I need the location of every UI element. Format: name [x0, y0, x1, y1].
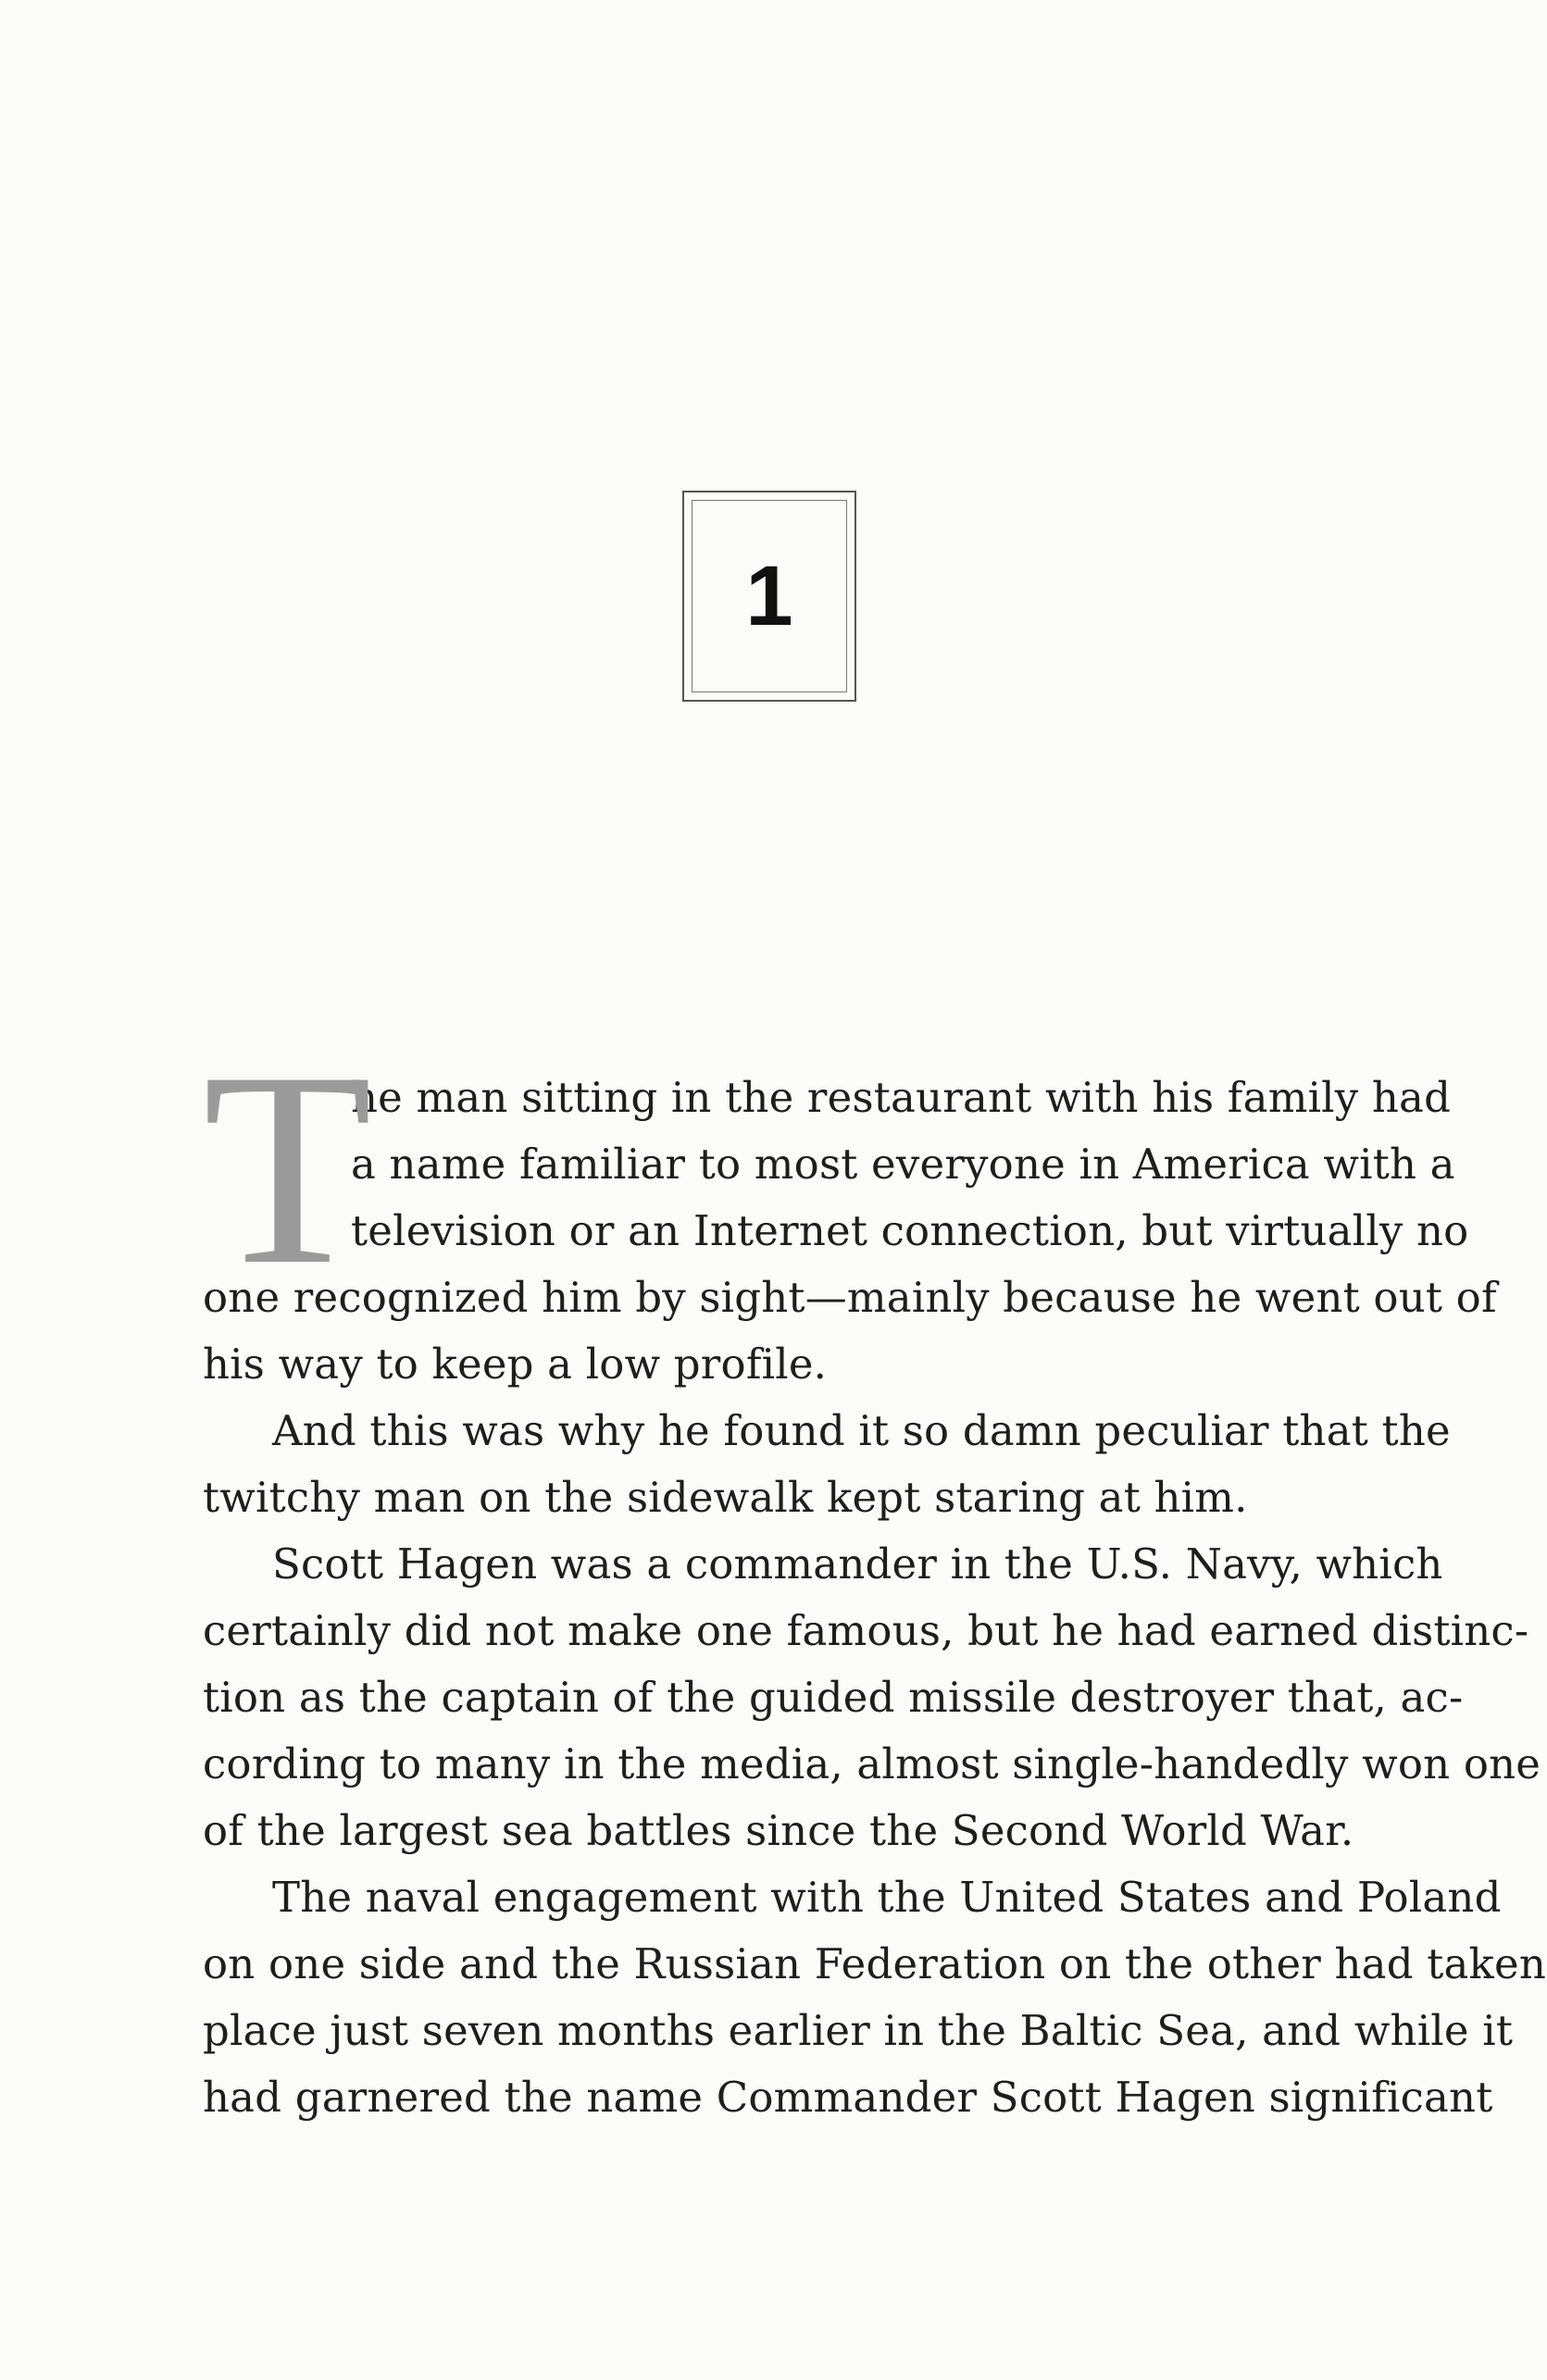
- text-line: cording to many in the media, almost single-handedly won one: [203, 1739, 1541, 1788]
- text-line: tion as the captain of the guided missile destroyer that, ac-: [203, 1673, 1464, 1722]
- text-line: place just seven months earlier in the Baltic Sea, and while it: [203, 2006, 1514, 2055]
- text-line: The naval engagement with the United States and Poland: [272, 1873, 1502, 1922]
- chapter-number-inner-frame: [692, 500, 847, 692]
- paragraph-4: [203, 1864, 1547, 2131]
- drop-cap-letter: T: [203, 1015, 373, 1322]
- text-line: certainly did not make one famous, but he had earned distinc-: [203, 1606, 1529, 1655]
- text-line: And this was why he found it so damn peculiar that the: [272, 1406, 1451, 1455]
- text-line: a name familiar to most everyone in America with a: [351, 1140, 1455, 1189]
- text-line: his way to keep a low profile.: [203, 1340, 828, 1389]
- text-line: Scott Hagen was a commander in the U.S. Navy, which: [272, 1539, 1443, 1589]
- chapter-number-box: [682, 491, 856, 702]
- text-line: twitchy man on the sidewalk kept staring at him.: [203, 1473, 1248, 1522]
- text-line: had garnered the name Commander Scott Hagen significant: [203, 2073, 1493, 2122]
- text-line: of the largest sea battles since the Second World War.: [203, 1806, 1354, 1855]
- text-line: one recognized him by sight—mainly because he went out of: [203, 1273, 1497, 1322]
- chapter-number: 1: [745, 549, 793, 643]
- text-line: television or an Internet connection, but virtually no: [351, 1206, 1469, 1255]
- paragraph-3: [203, 1531, 1541, 1864]
- paragraph-2: [203, 1398, 1451, 1531]
- paragraph-1: [203, 1015, 1497, 1398]
- text-line: on one side and the Russian Federation on the other had taken: [203, 1939, 1547, 1988]
- text-line: he man sitting in the restaurant with his family had: [351, 1073, 1452, 1122]
- chapter-body-text: [203, 1015, 1547, 2131]
